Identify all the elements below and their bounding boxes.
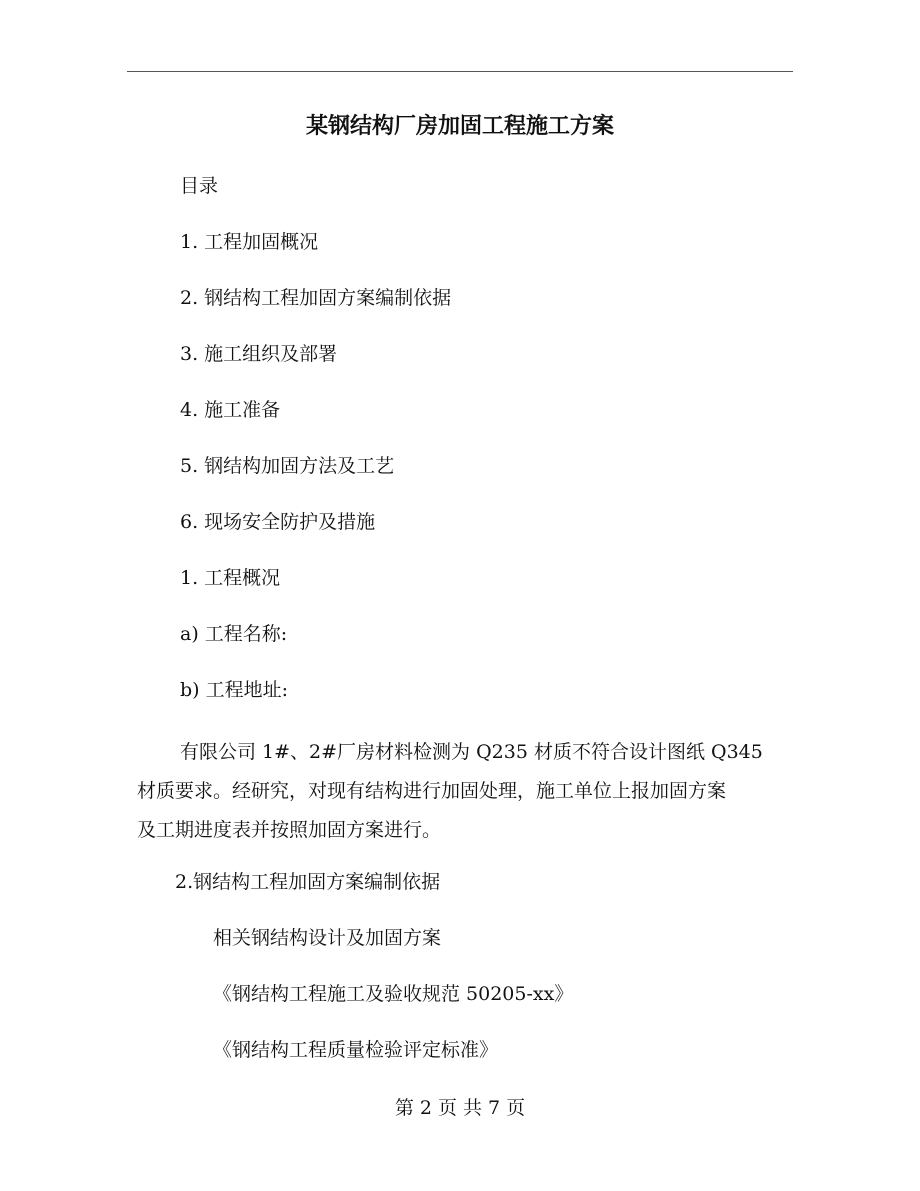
section2-heading: 2.钢结构工程加固方案编制依据: [175, 871, 441, 893]
section2-item-3: 《钢结构工程质量检验评定标准》: [213, 1039, 499, 1061]
paragraph-line-2: 材质要求。经研究，对现有结构进行加固处理，施工单位上报加固方案: [137, 780, 727, 802]
toc-item-5: 5. 钢结构加固方法及工艺: [180, 455, 395, 477]
page-number: 第 2 页 共 7 页: [394, 1097, 526, 1119]
toc-item-3: 3. 施工组织及部署: [180, 343, 338, 365]
section1-heading: 1. 工程概况: [180, 567, 281, 589]
section2-item-2: 《钢结构工程施工及验收规范 50205-xx》: [213, 983, 574, 1005]
toc-item-2: 2. 钢结构工程加固方案编制依据: [180, 287, 452, 309]
document-title: 某钢结构厂房加固工程施工方案: [305, 113, 614, 139]
section2-item-1: 相关钢结构设计及加固方案: [213, 927, 442, 949]
toc-heading: 目录: [180, 175, 219, 197]
paragraph-line-3: 及工期进度表并按照加固方案进行。: [137, 819, 442, 841]
toc-item-6: 6. 现场安全防护及措施: [180, 511, 376, 533]
section1-item-address: b) 工程地址:: [180, 679, 289, 701]
toc-item-1: 1. 工程加固概况: [180, 231, 319, 253]
header-rule: [127, 71, 793, 72]
paragraph-line-1: 有限公司 1#、2#厂房材料检测为 Q235 材质不符合设计图纸 Q345: [180, 741, 763, 763]
section1-item-name: a) 工程名称:: [180, 623, 288, 645]
section1-paragraph: [137, 733, 797, 850]
toc-item-4: 4. 施工准备: [180, 399, 281, 421]
